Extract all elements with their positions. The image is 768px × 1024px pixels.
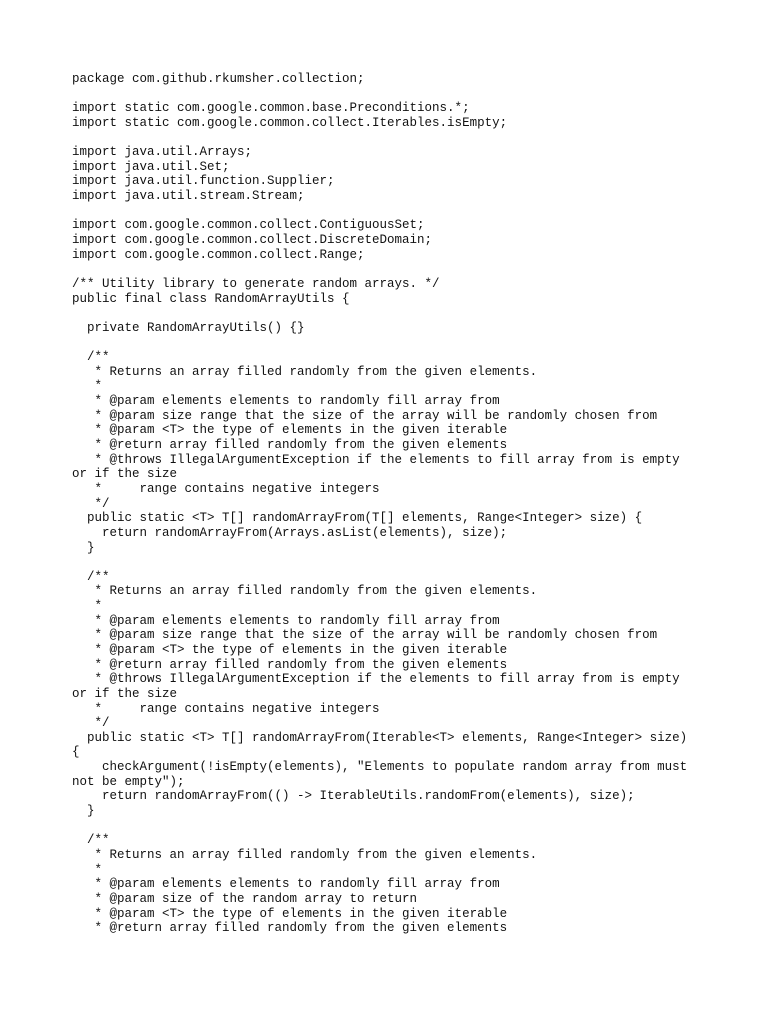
code-line: * @param elements elements to randomly fill array from — [72, 613, 500, 628]
code-line: /** — [72, 569, 110, 584]
code-line: } — [72, 804, 95, 819]
code-line: * @param <T> the type of elements in the given iterable — [72, 906, 508, 921]
document-page — [72, 72, 712, 936]
code-line: * @return array filled randomly from the given elements — [72, 921, 508, 936]
code-line: import java.util.Set; — [72, 159, 230, 174]
code-line: import java.util.Arrays; — [72, 145, 253, 160]
code-line — [72, 306, 712, 321]
code-line: * — [72, 599, 103, 614]
code-line — [72, 204, 712, 219]
code-line: /** — [72, 350, 110, 365]
code-line: } — [72, 540, 95, 555]
code-line: /** — [72, 833, 110, 848]
code-line: return randomArrayFrom(Arrays.asList(elements), size); — [72, 525, 508, 540]
code-line: * @param <T> the type of elements in the given iterable — [72, 423, 508, 438]
code-line: { — [72, 745, 80, 760]
code-line: public final class RandomArrayUtils { — [72, 291, 350, 306]
code-line — [72, 87, 712, 102]
code-line: * @param size range that the size of the array will be randomly chosen from — [72, 408, 658, 423]
code-line: * @param <T> the type of elements in the given iterable — [72, 642, 508, 657]
code-line: */ — [72, 716, 110, 731]
code-line: */ — [72, 496, 110, 511]
code-line — [72, 336, 712, 351]
code-line: import java.util.function.Supplier; — [72, 174, 335, 189]
code-line: import static com.google.common.base.Preconditions.*; — [72, 101, 470, 116]
code-line: not be empty"); — [72, 774, 185, 789]
code-line: * @param elements elements to randomly fill array from — [72, 877, 500, 892]
code-line: * — [72, 862, 103, 877]
code-line: * Returns an array filled randomly from the given elements. — [72, 584, 538, 599]
code-block — [72, 72, 712, 936]
code-line: public static <T> T[] randomArrayFrom(T[] elements, Range<Integer> size) { — [72, 511, 643, 526]
code-line: * @return array filled randomly from the given elements — [72, 438, 508, 453]
code-line: checkArgument(!isEmpty(elements), "Elements to populate random array from must — [72, 760, 688, 775]
code-line: return randomArrayFrom(() -> IterableUtils.randomFrom(elements), size); — [72, 789, 635, 804]
code-line: import com.google.common.collect.Range; — [72, 247, 365, 262]
code-line — [72, 819, 712, 834]
code-line: import java.util.stream.Stream; — [72, 189, 305, 204]
code-line: /** Utility library to generate random arrays. */ — [72, 276, 440, 291]
code-line: * @param elements elements to randomly fill array from — [72, 394, 500, 409]
code-line: * — [72, 379, 103, 394]
code-line: or if the size — [72, 467, 178, 482]
code-line: public static <T> T[] randomArrayFrom(Iterable<T> elements, Range<Integer> size) — [72, 730, 688, 745]
code-line: * range contains negative integers — [72, 481, 380, 496]
code-line: import com.google.common.collect.DiscreteDomain; — [72, 233, 433, 248]
code-line: * @throws IllegalArgumentException if the elements to fill array from is empty — [72, 672, 680, 687]
code-line — [72, 262, 712, 277]
code-line: * @param size of the random array to return — [72, 891, 418, 906]
code-line — [72, 131, 712, 146]
code-line: package com.github.rkumsher.collection; — [72, 72, 365, 86]
code-line: * Returns an array filled randomly from the given elements. — [72, 364, 538, 379]
code-line: * @return array filled randomly from the given elements — [72, 657, 508, 672]
code-line: private RandomArrayUtils() {} — [72, 320, 305, 335]
code-line: * Returns an array filled randomly from the given elements. — [72, 847, 538, 862]
code-line: * range contains negative integers — [72, 701, 380, 716]
code-line: or if the size — [72, 686, 178, 701]
code-line: * @throws IllegalArgumentException if the elements to fill array from is empty — [72, 452, 680, 467]
code-line: import com.google.common.collect.ContiguousSet; — [72, 218, 425, 233]
code-line: import static com.google.common.collect.Iterables.isEmpty; — [72, 115, 508, 130]
code-line: * @param size range that the size of the array will be randomly chosen from — [72, 628, 658, 643]
code-line — [72, 555, 712, 570]
